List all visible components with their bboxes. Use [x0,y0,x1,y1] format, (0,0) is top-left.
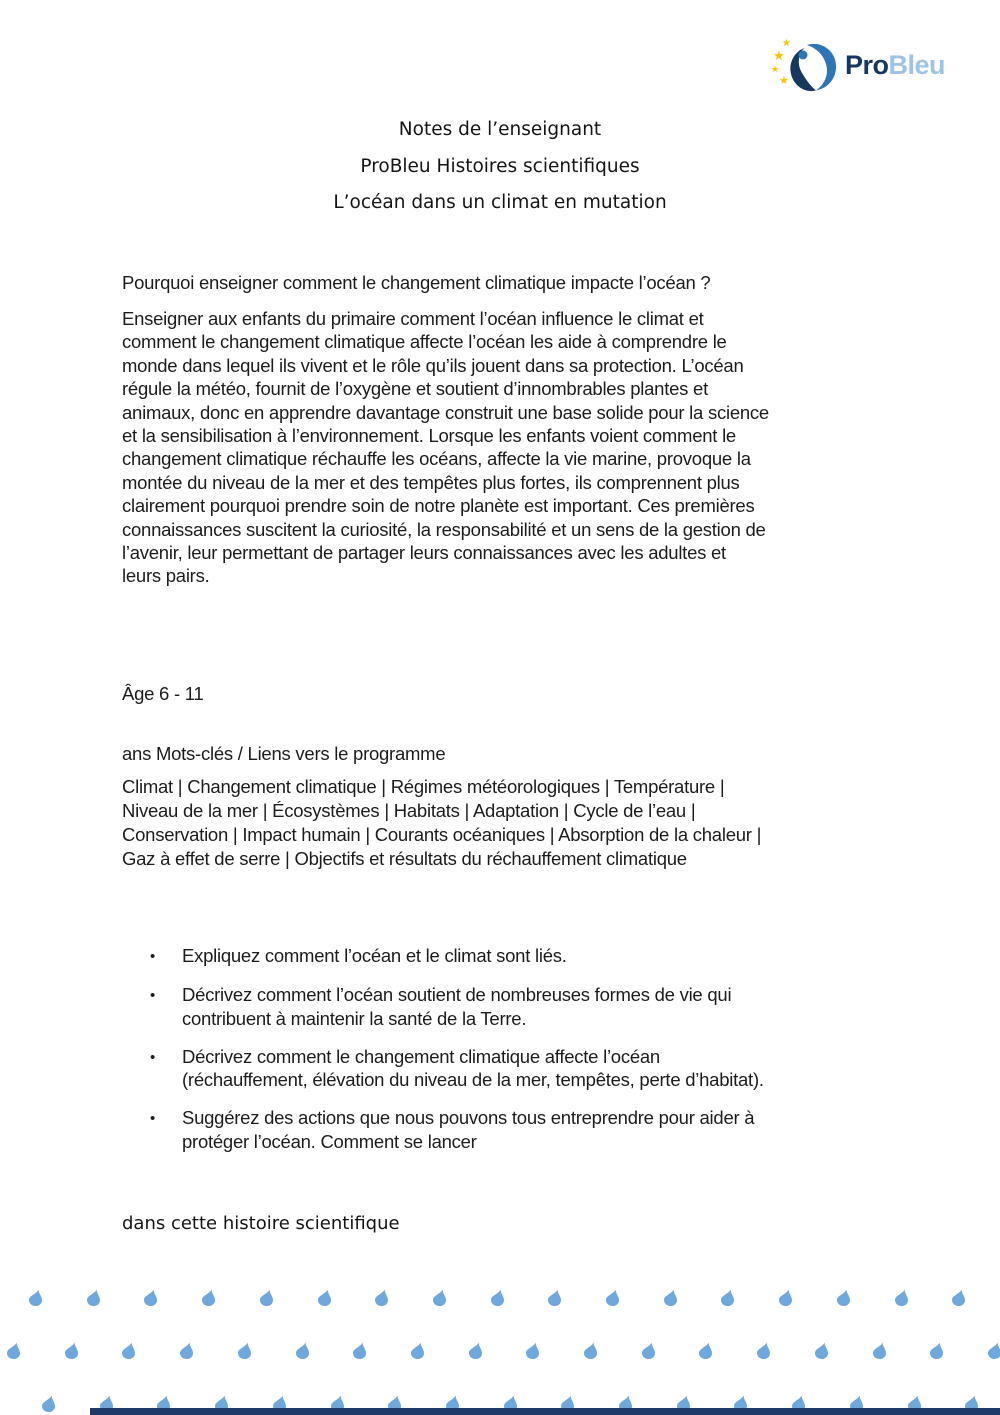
learning-objectives-list [150,944,890,1168]
text-line: clairement pourquoi prendre soin de notre planète est important. Ces premières [122,495,755,517]
text-line: Gaz à effet de serre | Objectifs et résultats du réchauffement climatique [122,848,687,869]
bullet-icon: • [150,1048,156,1066]
water-droplet-icon [42,1395,55,1412]
water-droplet-icon [895,1289,908,1306]
text-line: Suggérez des actions que nous pouvons tous entreprendre pour aider à [182,1107,755,1129]
water-droplet-icon [29,1289,42,1306]
ocean-swirl-icon [788,42,838,92]
list-item [150,1045,890,1092]
text-line: régule la météo, fournit de l’oxygène et soutient d’innombrables plantes et [122,378,708,400]
water-droplet-icon [65,1342,78,1359]
text-line: changement climatique réchauffe les océans, affecte la vie marine, provoque la [122,448,751,470]
text-line: Niveau de la mer | Écosystèmes | Habitats | Adaptation | Cycle de l’eau | [122,800,696,821]
water-droplet-icon [7,1342,20,1359]
water-droplet-icon [721,1289,734,1306]
water-droplet-icon [548,1289,561,1306]
star-icon: ★ [773,48,785,63]
star-icon: ★ [782,38,791,49]
water-droplet-icon [988,1342,1000,1359]
probleu-logo-text [845,50,945,81]
text-line: connaissances suscitent la curiosité, la responsabilité et un sens de la gestion de [122,518,766,540]
section-heading-why-teach: Pourquoi enseigner comment le changement climatique impacte l’océan ? [122,272,711,293]
star-icon: ★ [771,64,780,74]
bullet-icon: • [150,1110,156,1128]
text-line: Expliquez comment l’océan et le climat sont liés. [182,945,567,966]
text-line: montée du niveau de la mer et des tempêtes plus fortes, ils comprennent plus [122,471,740,493]
water-droplet-icon [296,1342,309,1359]
water-droplet-icon [238,1342,251,1359]
list-item [150,1106,890,1153]
water-droplet-icon [664,1289,677,1306]
list-item-text [182,1106,890,1153]
list-item [150,944,890,969]
text-line: comment le changement climatique affecte l’océan les aide à comprendre le [122,331,727,353]
keywords-heading: ans Mots-clés / Liens vers le programme [122,743,446,764]
text-line: (réchauffement, élévation du niveau de la mer, tempêtes, perte d’habitat). [182,1069,764,1091]
list-item-text [182,983,890,1030]
keywords-paragraph [122,775,902,871]
water-droplet-icon [584,1342,597,1359]
water-droplet-icon [837,1289,850,1306]
document-headings [0,120,1000,230]
water-droplet-icon [757,1342,770,1359]
text-line: Climat | Changement climatique | Régimes météorologiques | Température | [122,776,725,797]
closing-line: dans cette histoire scientifique [122,1213,400,1234]
page-bottom-bar [90,1408,1000,1415]
text-line: l’avenir, leur permettant de partager leurs connaissances avec les adultes et [122,542,726,564]
water-droplet-icon [930,1342,943,1359]
probleu-logo-mark [773,40,843,96]
text-line: protéger l’océan. Comment se lancer [182,1131,477,1153]
text-line: et la sensibilisation à l’environnement. Lorsque les enfants voient comment le [122,425,736,447]
water-droplet-icon [144,1289,157,1306]
water-droplet-icon [952,1289,965,1306]
text-line: monde dans lequel ils vivent et le rôle qu’ils jouent dans sa protection. L’océan [122,354,744,376]
text-line: Conservation | Impact humain | Courants océaniques | Absorption de la chaleur | [122,824,762,845]
list-item-text [182,1045,890,1092]
water-droplet-icon [318,1289,331,1306]
water-droplet-icon [642,1342,655,1359]
star-icon: ★ [779,75,789,87]
document-title-line1: Notes de l’enseignant [398,119,602,140]
text-line: Décrivez comment l’océan soutient de nombreuses formes de vie qui [182,984,732,1006]
water-droplet-icon [180,1342,193,1359]
water-droplet-icon [411,1342,424,1359]
water-droplet-icon [469,1342,482,1359]
water-droplet-icon [260,1289,273,1306]
text-line: contribuent à maintenir la santé de la Terre. [182,1007,527,1029]
logo-text-bleu: Bleu [888,50,946,80]
water-droplet-icon [491,1289,504,1306]
bullet-icon: • [150,987,156,1005]
document-title-line3: L’océan dans un climat en mutation [333,192,667,213]
water-droplet-icon [606,1289,619,1306]
water-droplet-icon [122,1342,135,1359]
document-title-line2: ProBleu Histoires scientifiques [360,155,640,177]
water-droplet-icon [873,1342,886,1359]
why-teach-paragraph [122,307,892,588]
water-droplet-icon [815,1342,828,1359]
bullet-icon: • [150,948,156,965]
water-droplet-icon [87,1289,100,1306]
water-droplet-icon [353,1342,366,1359]
list-item-text [182,944,890,969]
water-droplet-icon [699,1342,712,1359]
text-line: Décrivez comment le changement climatique affecte l’océan [182,1045,660,1067]
water-droplet-icon [202,1289,215,1306]
water-droplet-icon [375,1289,388,1306]
text-line: Enseigner aux enfants du primaire comment l’océan influence le climat et [122,308,704,329]
logo-text-pro: Pro [845,50,889,80]
water-droplet-icon [526,1342,539,1359]
list-item [150,983,890,1030]
text-line: leurs pairs. [122,565,210,587]
water-droplet-icon [433,1289,446,1306]
age-range-label: Âge 6 - 11 [122,683,204,704]
text-line: animaux, donc en apprendre davantage construit une base solide pour la science [122,401,769,423]
water-droplet-icon [779,1289,792,1306]
